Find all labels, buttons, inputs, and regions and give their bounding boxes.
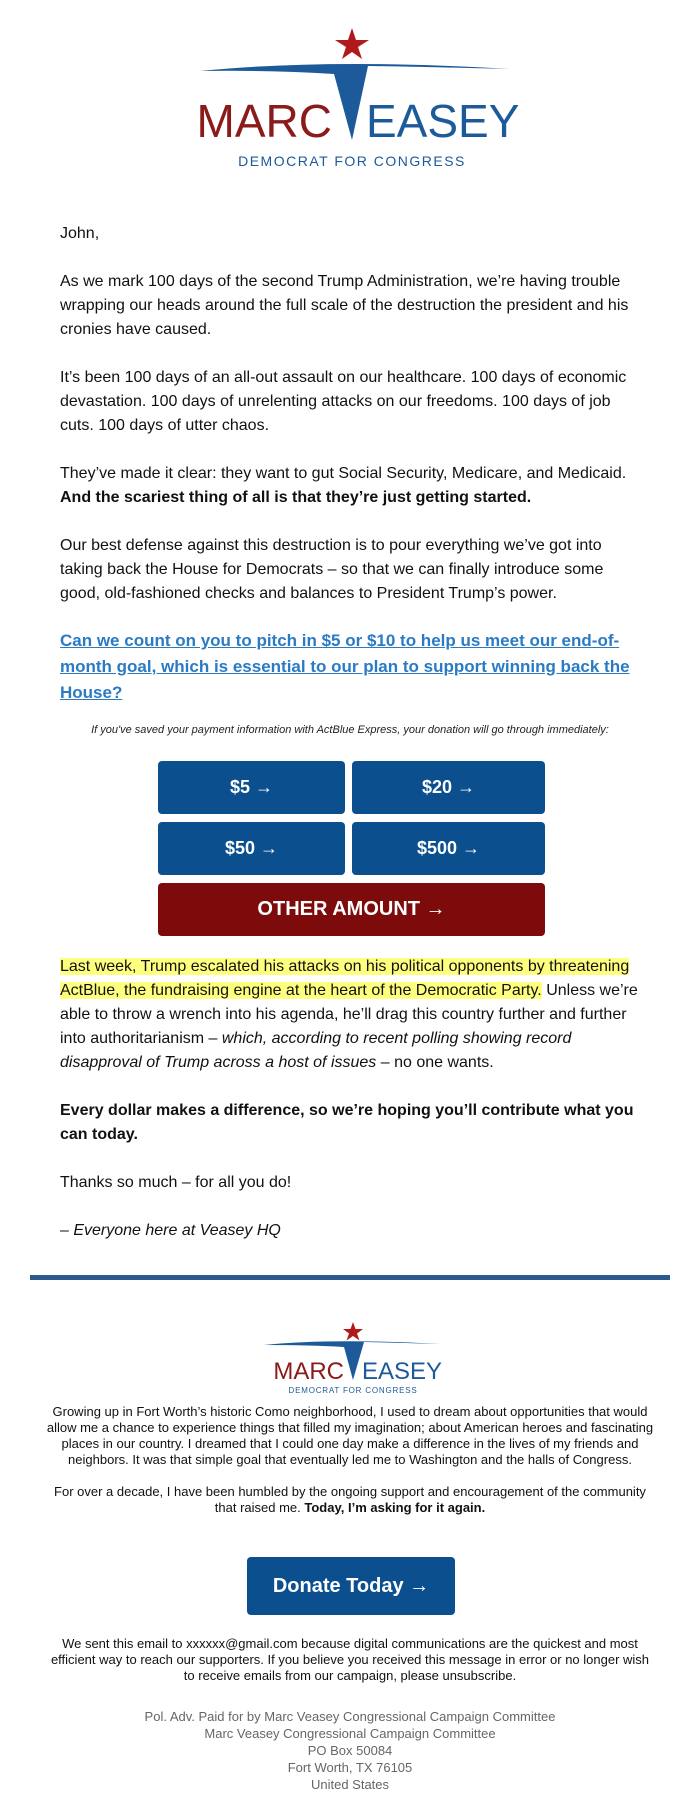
paragraph-5-end: – no one wants. [376,1054,494,1071]
logo-name-left: MARC [196,95,332,147]
legal-line-3: PO Box 50084 [307,1743,393,1758]
donate-50-button[interactable]: $50 → [158,822,345,875]
email-body [60,222,640,730]
section-divider [30,1275,670,1280]
signoff: – Everyone here at Veasey HQ [60,1222,281,1239]
footer-bio [46,1404,654,1528]
email-body-lower [60,955,640,1267]
disclaimer: We sent this email to xxxxxx@gmail.com because digital communications are the quickest and most efficient way to reach our supporters. If you believe you received this message in error or no longer wish to receive emails from our campaign, please unsubscribe. [50,1636,650,1683]
footer-logo-name-right: EASEY [362,1358,443,1385]
paragraph-3-bold: And the scariest thing of all is that they’re just getting started. [60,489,532,506]
bio-text: Growing up in Fort Worth’s historic Como neighborhood, I used to dream about opportunities that would allow me a chance to experience things that filled my imagination; about American heroes and fascinating places in our country. I dreamed that I could one day make a difference in the lives of my friends and neighbors. It was that simple goal that eventually led me to Washington and the halls of Congress. [46,1404,654,1467]
paragraph-4: Our best defense against this destruction is to pour everything we’ve got into taking back the House for Democrats – so that we can finally introduce some good, old-fashioned checks and balances to President Trump’s power. [60,537,604,602]
donate-20-button[interactable]: $20 → [352,761,545,814]
paragraph-5-italic: which, according to recent polling showing record disapproval of Trump across a host of issues [60,1030,572,1071]
paragraph-6-bold: Every dollar makes a difference, so we’re hoping you’ll contribute what you can today. [60,1102,634,1143]
footer-logo-star-icon [343,1322,363,1341]
cta-link[interactable]: Can we count on you to pitch in $5 or $10 to help us meet our end-of-month goal, which is essential to our plan to support winning back the House? [60,631,630,702]
footer-logo [240,1318,460,1400]
paragraph-5 [60,955,640,1075]
logo-tagline: DEMOCRAT FOR CONGRESS [238,153,466,169]
highlighted-text: Last week, Trump escalated his attacks on his political opponents by threatening ActBlue, the fundraising engine at the heart of the Democratic Party. [60,958,630,999]
support-bold: Today, I’m asking for it again. [304,1500,486,1515]
donate-other-amount-button[interactable]: OTHER AMOUNT → [158,883,545,936]
legal-line-1: Pol. Adv. Paid for by Marc Veasey Congressional Campaign Committee [144,1709,556,1724]
paragraph-2: It’s been 100 days of an all-out assault on our healthcare. 100 days of economic devastation. 100 days of unrelenting attacks on our freedoms. 100 days of job cuts. 100 days of utter chaos. [60,369,627,434]
logo-star-icon [335,28,369,59]
donate-today-button[interactable]: Donate Today → [247,1557,455,1615]
legal-line-4: Fort Worth, TX 76105 [287,1760,413,1775]
donate-500-button[interactable]: $500 → [352,822,545,875]
greeting: John, [60,225,100,242]
paragraph-5-text: Unless we’re able to throw a wrench into his agenda, he’ll drag this country further and further into authoritarianism – [60,982,638,1047]
express-note: If you've saved your payment information with ActBlue Express, your donation will go through immediately: [91,724,609,736]
footer-logo-name-left: MARC [273,1358,344,1385]
header-logo [0,0,700,180]
support-paragraph [46,1484,654,1516]
logo-name-right: EASEY [366,95,520,147]
footer-logo-tagline: DEMOCRAT FOR CONGRESS [288,1386,418,1395]
donate-5-button[interactable]: $5 → [158,761,345,814]
legal-footer [40,1708,660,1793]
legal-line-2: Marc Veasey Congressional Campaign Committee [204,1726,496,1741]
legal-line-5: United States [310,1777,390,1792]
support-text: For over a decade, I have been humbled by the ongoing support and encouragement of the community that raised me. [54,1484,646,1515]
paragraph-3-text: They’ve made it clear: they want to gut Social Security, Medicare, and Medicaid. [60,465,627,482]
thanks-line: Thanks so much – for all you do! [60,1174,292,1191]
paragraph-3 [60,462,640,510]
paragraph-1: As we mark 100 days of the second Trump Administration, we’re having trouble wrapping our heads around the full scale of the destruction the president and his cronies have caused. [60,273,629,338]
